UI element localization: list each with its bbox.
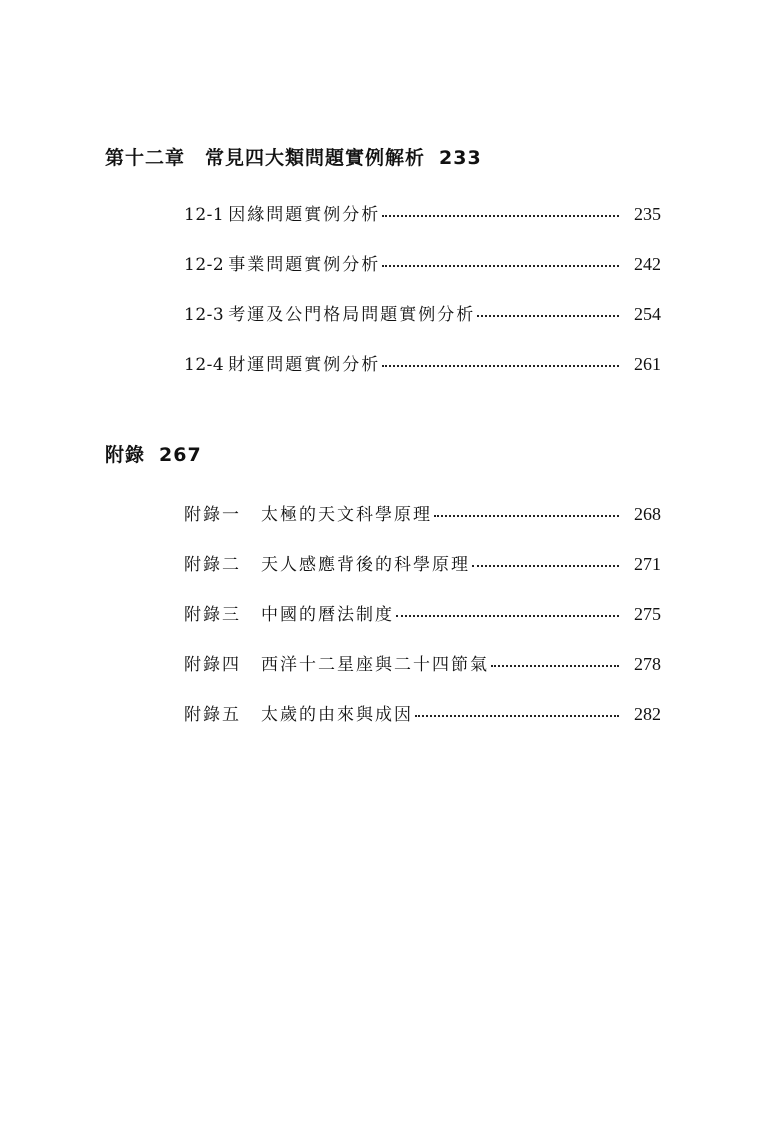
section-number: 12-4 (184, 355, 225, 375)
appendix-number: 附錄五 (184, 705, 241, 725)
appendix-number: 附錄三 (184, 605, 241, 625)
section-number: 12-3 (184, 305, 225, 325)
page-number: 282 (634, 704, 661, 724)
appendix-item-title: 中國的曆法制度 (261, 605, 394, 625)
page-number: 242 (634, 254, 661, 274)
page-number: 271 (634, 554, 661, 574)
appendix-item-title: 太歲的由來與成因 (261, 705, 413, 725)
toc-entry[interactable] (184, 550, 661, 600)
dot-leader (491, 665, 619, 667)
chapter-12-page: 233 (439, 147, 482, 169)
appendix-heading (105, 440, 202, 467)
appendix-item-title: 西洋十二星座與二十四節氣 (261, 655, 489, 675)
toc-entry[interactable] (184, 200, 661, 250)
page-number: 268 (634, 504, 661, 524)
chapter-12-heading (105, 143, 482, 170)
toc-entry[interactable] (184, 350, 661, 400)
appendix-item-title: 太極的天文科學原理 (261, 505, 432, 525)
dot-leader (382, 365, 619, 367)
toc-entry[interactable] (184, 600, 661, 650)
section-title: 財運問題實例分析 (228, 355, 381, 375)
page-number: 275 (634, 604, 661, 624)
chapter-12-title: 第十二章 常見四大類問題實例解析 (105, 147, 426, 169)
page-number: 278 (634, 654, 661, 674)
toc-entry[interactable] (184, 250, 661, 300)
page-number: 261 (634, 354, 661, 374)
chapter-12-entries (184, 200, 661, 400)
page-number: 254 (634, 304, 661, 324)
dot-leader (477, 315, 619, 317)
appendix-number: 附錄一 (184, 505, 241, 525)
section-number: 12-2 (184, 255, 225, 275)
appendix-number: 附錄二 (184, 555, 241, 575)
toc-entry[interactable] (184, 500, 661, 550)
section-number: 12-1 (184, 205, 225, 225)
appendix-number: 附錄四 (184, 655, 241, 675)
appendix-page: 267 (159, 444, 202, 466)
dot-leader (396, 615, 619, 617)
toc-entry[interactable] (184, 300, 661, 350)
dot-leader (382, 215, 619, 217)
dot-leader (434, 515, 619, 517)
toc-entry[interactable] (184, 650, 661, 700)
toc-entry[interactable] (184, 700, 661, 750)
appendix-title: 附錄 (105, 444, 146, 466)
appendix-entries (184, 500, 661, 750)
dot-leader (415, 715, 619, 717)
section-title: 事業問題實例分析 (228, 255, 381, 275)
page-number: 235 (634, 204, 661, 224)
section-title: 考運及公門格局問題實例分析 (228, 305, 476, 325)
dot-leader (472, 565, 619, 567)
appendix-item-title: 天人感應背後的科學原理 (261, 555, 470, 575)
dot-leader (382, 265, 619, 267)
section-title: 因緣問題實例分析 (228, 205, 381, 225)
